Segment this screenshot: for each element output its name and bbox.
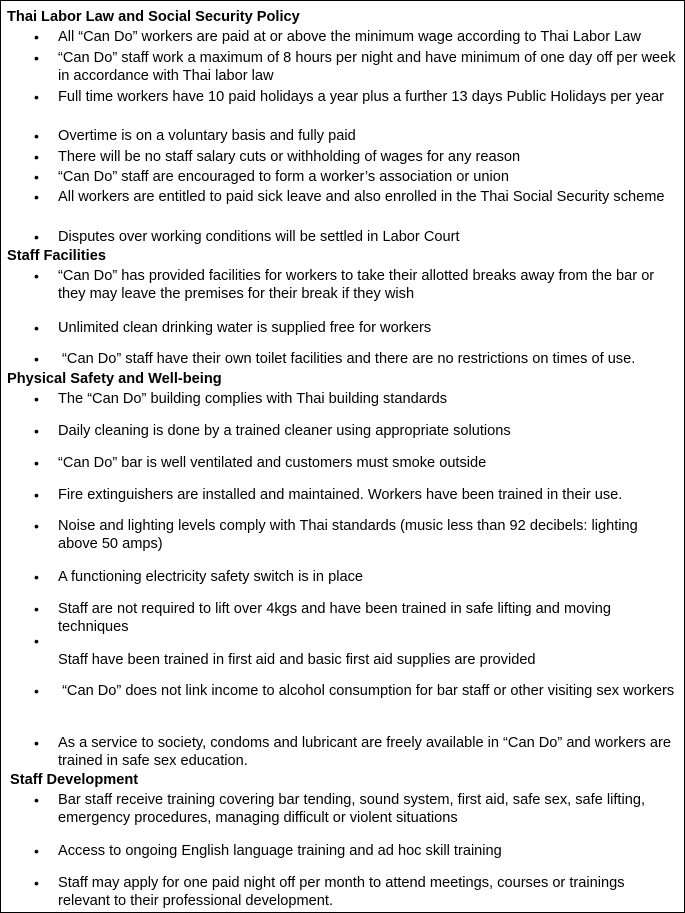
bullet-icon: •	[34, 229, 39, 245]
bullet-icon: •	[34, 351, 39, 367]
policy-document: Thai Labor Law and Social Security Policy • All “Can Do” workers are paid at or above the minimum wage according to Thai Labor Law • “Can Do” staff work a maximum of 8 hours per night and have minimum of one day off per week in accordance with Thai labor law • Full time workers have 10 paid holidays a year plus a further 13 days Public Holidays per year • Overtime is on a voluntary basis and fully paid • There will be no staff salary cuts or withholding of wages for any reason • “Can Do” staff are encouraged to form a worker’s association or union • All workers are entitled to paid sick leave and also enrolled in the Thai Social Security scheme • Disputes over working conditions will be settled in Labor Court Staff Facilities • “Can Do” has provided facilities for workers to take their allotted breaks away from the bar or they may leave the premises for their break if they wish • Unlimited clean drinking water is supplied free for workers • “Can Do” staff have their own toilet facilities and there are no restrictions on times of use. Physical Safety and Well-being • The “Can Do” building complies with Thai building standards • Daily cleaning is done by a trained cleaner using appropriate solutions • “Can Do” bar is well ventilated and customers must smoke outside • Fire extinguishers are installed and maintained. Workers have been trained in their use. • Noise and lighting levels comply with Thai standards (music less than 92 decibels: lighting above 50 amps) • A functioning electricity safety switch is in place • Staff are not required to lift over 4kgs and have been trained in safe lifting and moving techniques • Staff have been trained in first aid and basic first aid supplies are provided • “Can Do” does not link income to alcohol consumption for bar staff or other visiting sex workers • As a service to society, condoms and lubricant are freely available in “Can Do” and workers are trained in safe sex education. Staff Development • Bar staff receive training covering bar tending, sound system, first aid, safe sex, safe lifting, emergency procedures, managing difficult or violent situations • Access to ongoing English language training and ad hoc skill training • Staff may apply for one paid night off per month to attend meetings, courses or trainings relevant to their professional development.	[0, 0, 685, 913]
bullet-icon: •	[34, 391, 39, 407]
bullet-icon: •	[34, 875, 39, 891]
bullet-icon: •	[34, 633, 39, 649]
bullet-icon: •	[34, 792, 39, 808]
bullet-icon: •	[34, 149, 39, 165]
bullet-icon: •	[34, 735, 39, 751]
bullet-icon: •	[34, 683, 39, 699]
bullet-icon: •	[34, 169, 39, 185]
bullet-icon: •	[34, 455, 39, 471]
bullet-icon: •	[34, 128, 39, 144]
section-heading-physical-safety: Physical Safety and Well-being	[7, 371, 222, 387]
bullet-icon: •	[34, 518, 39, 534]
bullet-icon: •	[34, 423, 39, 439]
section-heading-labor-law: Thai Labor Law and Social Security Policy	[7, 9, 300, 25]
bullet-icon: •	[34, 50, 39, 66]
bullet-icon: •	[34, 320, 39, 336]
bullet-icon: •	[34, 268, 39, 284]
bullet-icon: •	[34, 487, 39, 503]
bullet-icon: •	[34, 29, 39, 45]
bullet-icon: •	[34, 89, 39, 105]
bullet-icon: •	[34, 189, 39, 205]
section-heading-staff-development: Staff Development	[10, 772, 139, 788]
bullet-icon: •	[34, 843, 39, 859]
bullet-icon: •	[34, 569, 39, 585]
section-heading-staff-facilities: Staff Facilities	[7, 248, 106, 264]
bullet-icon: •	[34, 601, 39, 617]
